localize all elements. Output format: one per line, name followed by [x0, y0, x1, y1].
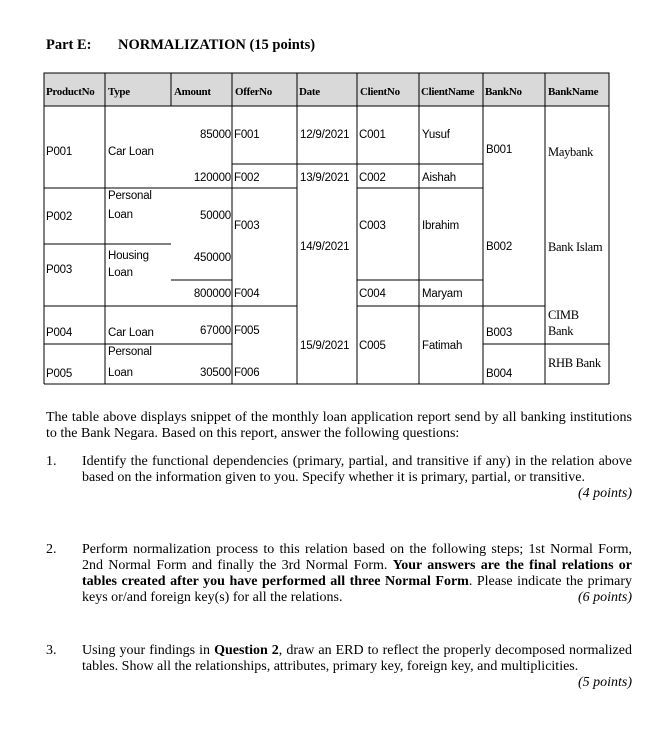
- table-cell: C004: [359, 288, 386, 300]
- table-cell: P003: [46, 264, 73, 276]
- header-clientname: ClientName: [421, 86, 475, 98]
- question-text: [82, 643, 632, 675]
- table-cell: Housing: [108, 250, 149, 262]
- table-cell: Loan: [108, 267, 133, 279]
- table-cell: C005: [359, 340, 386, 352]
- table-cell: Personal: [108, 346, 152, 358]
- header-date: Date: [299, 86, 320, 98]
- table-cell: 15/9/2021: [300, 340, 350, 352]
- header-bankname: BankName: [548, 86, 599, 98]
- question-text: Identify the functional dependencies (primary, partial, and transitive if any) in the relation above based on the information given to you. Specify whether it is primary, partial, or transitive.: [82, 454, 632, 485]
- question-number: 2.: [46, 542, 57, 557]
- table-cell: 12/9/2021: [300, 129, 350, 141]
- table-cell: P005: [46, 368, 73, 380]
- intro-paragraph: The table above displays snippet of the monthly loan application report send by all banking institutions to the Bank Negara. Based on this report, answer the following questions:: [46, 410, 632, 441]
- question-text-part: , draw an ERD to reflect the properly decomposed normalized tables. Show all the relationships, attributes, primary key, foreign key, and multiplicities.: [82, 643, 632, 674]
- table-cell: 800000: [193, 288, 231, 300]
- table-cell: P002: [46, 211, 73, 223]
- table-cell: B003: [486, 327, 513, 339]
- table-cell: C003: [359, 220, 386, 232]
- table-cell: F005: [234, 325, 260, 337]
- question-3: [0, 643, 667, 703]
- table-cell: Car Loan: [108, 327, 154, 339]
- table-cell: 67000: [200, 325, 231, 337]
- table-cell: C002: [359, 172, 386, 184]
- question-2: [0, 542, 667, 612]
- part-title: NORMALIZATION (15 points): [118, 37, 316, 53]
- question-points: (6 points): [577, 590, 632, 605]
- question-number: 3.: [46, 643, 57, 658]
- table-cell: B002: [486, 241, 513, 253]
- table-cell: Aishah: [422, 172, 456, 184]
- table-cell: Fatimah: [422, 340, 463, 352]
- table-cell: 50000: [200, 210, 231, 222]
- table-cell: 30500: [200, 367, 231, 379]
- table-cell: Loan: [108, 367, 133, 379]
- table-cell: B004: [486, 368, 513, 380]
- question-points: (4 points): [577, 486, 632, 501]
- table-cell: F004: [234, 288, 260, 300]
- table-cell: 85000: [200, 129, 231, 141]
- table-cell: P004: [46, 327, 73, 339]
- question-text-part: Using your findings in: [82, 643, 215, 658]
- header-amount: Amount: [174, 86, 211, 98]
- table-cell: Personal: [108, 190, 152, 202]
- table-cell: 120000: [193, 172, 231, 184]
- table-cell: F002: [234, 172, 260, 184]
- table-cell: F003: [234, 220, 260, 232]
- table-cell: F001: [234, 129, 260, 141]
- table-cell: RHB Bank: [548, 356, 601, 370]
- table-cell: 450000: [193, 252, 231, 264]
- part-label: Part E:: [46, 37, 92, 53]
- table-cell: CIMB: [548, 308, 579, 322]
- table-cell: B001: [486, 144, 513, 156]
- table-cell: Yusuf: [422, 129, 450, 141]
- header-productno: ProductNo: [46, 86, 95, 98]
- table-cell: P001: [46, 146, 73, 158]
- question-text-part: . Please indicate the primary keys or/and foreign key(s) for all the relations.: [82, 574, 632, 605]
- header-clientno: ClientNo: [360, 86, 400, 98]
- table-cell: Bank: [548, 324, 574, 338]
- table-cell: Loan: [108, 209, 133, 221]
- table-cell: Maybank: [548, 145, 594, 159]
- header-bankno: BankNo: [485, 86, 522, 98]
- question-text-bold: Your answers are the final relations or tables created after you have performed all three Normal Form: [82, 558, 633, 589]
- table-cell: Bank Islam: [548, 240, 603, 254]
- question-text-part: Perform normalization process to this relation based on the following steps; 1st Normal Form, 2nd Normal Form and finally the 3rd Normal Form.: [82, 542, 632, 573]
- table-cell: 14/9/2021: [300, 241, 350, 253]
- table-cell: 13/9/2021: [300, 172, 350, 184]
- question-points: (5 points): [577, 675, 632, 690]
- table-cell: C001: [359, 129, 386, 141]
- header-offerno: OfferNo: [235, 86, 272, 98]
- header-type: Type: [108, 86, 130, 98]
- question-number: 1.: [46, 454, 57, 469]
- table-cell: Maryam: [422, 288, 463, 300]
- question-1: [0, 454, 667, 514]
- table-cell: Car Loan: [108, 146, 154, 158]
- table-cell: Ibrahim: [422, 220, 459, 232]
- table-cell: F006: [234, 367, 260, 379]
- question-text-bold: Question 2: [214, 643, 279, 658]
- question-text: [82, 542, 632, 606]
